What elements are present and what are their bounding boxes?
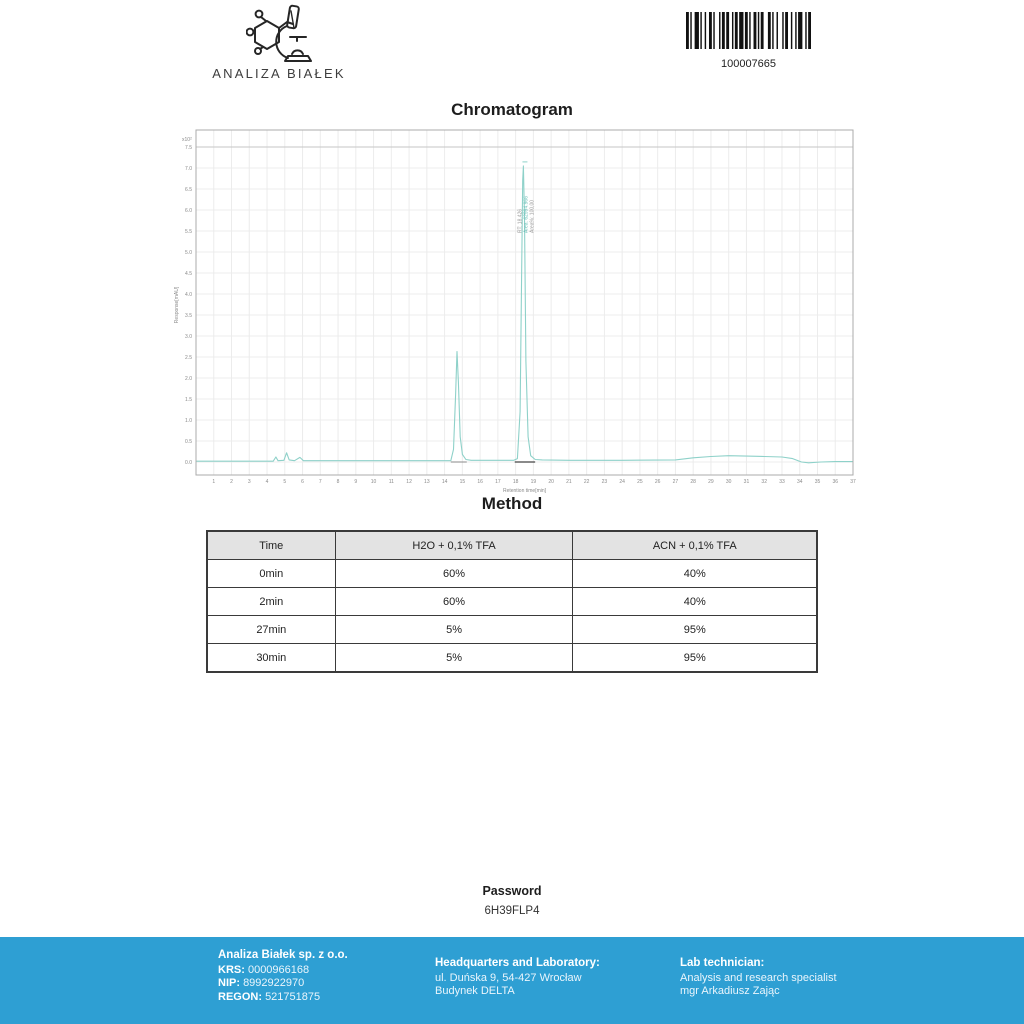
- svg-text:31: 31: [743, 479, 750, 485]
- method-cell: 2min: [207, 588, 335, 616]
- method-cell: 27min: [207, 616, 335, 644]
- svg-text:28: 28: [690, 479, 696, 485]
- svg-text:30: 30: [725, 479, 732, 485]
- method-cell: 95%: [573, 616, 817, 644]
- hq-address: ul. Duńska 9, 54-427 Wrocław: [435, 971, 582, 984]
- svg-text:Area%: 100,00: Area%: 100,00: [529, 199, 536, 233]
- svg-text:9: 9: [354, 479, 358, 485]
- svg-text:4.5: 4.5: [185, 270, 192, 277]
- svg-text:1: 1: [212, 479, 216, 485]
- footer-technician: [680, 957, 837, 999]
- svg-text:26: 26: [654, 479, 661, 485]
- svg-text:24: 24: [619, 479, 625, 485]
- svg-text:14: 14: [441, 479, 448, 485]
- svg-text:17: 17: [495, 479, 501, 485]
- barcode-image: [686, 12, 811, 49]
- svg-text:18: 18: [512, 479, 519, 485]
- svg-text:20: 20: [548, 479, 554, 485]
- svg-text:37: 37: [850, 479, 856, 485]
- molecule-microscope-icon: [246, 4, 312, 64]
- svg-text:2: 2: [230, 479, 233, 485]
- barcode: [686, 12, 811, 70]
- svg-text:Response[mAU]: Response[mAU]: [174, 286, 180, 324]
- svg-text:35: 35: [814, 479, 821, 485]
- company-nip: NIP: 8992922970: [218, 977, 305, 989]
- svg-text:8: 8: [336, 479, 340, 485]
- svg-text:5.5: 5.5: [185, 228, 192, 235]
- method-row: [207, 560, 817, 588]
- svg-text:32: 32: [761, 479, 767, 485]
- svg-text:3: 3: [247, 479, 251, 485]
- svg-text:7.0: 7.0: [185, 165, 192, 172]
- svg-text:7.5: 7.5: [185, 144, 192, 151]
- footer-company: [218, 949, 348, 1004]
- method-row: [207, 588, 817, 616]
- svg-text:4.0: 4.0: [185, 291, 192, 298]
- svg-text:RT: 18.426: RT: 18.426: [517, 208, 524, 233]
- chromatogram-title: Chromatogram: [451, 100, 573, 119]
- tech-role: Analysis and research specialist: [680, 971, 837, 984]
- method-cell: 30min: [207, 644, 335, 673]
- method-column-header: ACN + 0,1% TFA: [573, 531, 817, 560]
- svg-text:19: 19: [530, 479, 537, 485]
- method-header-row: [207, 531, 817, 560]
- hq-building: Budynek DELTA: [435, 985, 515, 997]
- svg-text:x102: $x10^2$: [181, 136, 192, 143]
- svg-text:Area: 62994.966: Area: 62994.966: [523, 196, 530, 233]
- tech-name: mgr Arkadiusz Zając: [680, 985, 780, 997]
- method-column-header: Time: [207, 531, 335, 560]
- svg-text:4: 4: [265, 479, 269, 485]
- method-cell: 40%: [573, 588, 817, 616]
- svg-text:21: 21: [566, 479, 572, 485]
- svg-text:36: 36: [832, 479, 839, 485]
- method-table-wrap: [206, 530, 818, 673]
- svg-text:25: 25: [637, 479, 643, 485]
- chromatogram-chart: [170, 125, 860, 495]
- svg-text:11: 11: [388, 479, 394, 485]
- svg-text:27: 27: [672, 479, 679, 485]
- svg-text:3.5: 3.5: [185, 312, 192, 319]
- method-cell: 5%: [335, 616, 573, 644]
- svg-text:0.0: 0.0: [185, 459, 192, 466]
- footer-hq: [435, 957, 600, 999]
- password-value: 6H39FLP4: [484, 905, 540, 917]
- barcode-number: 100007665: [720, 58, 777, 70]
- method-cell: 60%: [335, 560, 573, 588]
- svg-text:Retention time[min]: Retention time[min]: [502, 488, 547, 494]
- hq-title: Headquarters and Laboratory:: [435, 957, 600, 969]
- svg-text:7: 7: [318, 479, 322, 485]
- method-column-header: H2O + 0,1% TFA: [335, 531, 573, 560]
- svg-text:1.5: 1.5: [185, 396, 192, 403]
- method-cell: 95%: [573, 644, 817, 673]
- svg-text:6: 6: [301, 479, 304, 485]
- svg-text:13: 13: [424, 479, 430, 485]
- method-cell: 40%: [573, 560, 817, 588]
- svg-text:16: 16: [477, 479, 483, 485]
- password-label: Password: [482, 884, 542, 898]
- company-regon: REGON: 521751875: [218, 990, 321, 1003]
- svg-text:1.0: 1.0: [185, 417, 192, 424]
- method-table: [206, 530, 818, 673]
- company-name: Analiza Białek sp. z o.o.: [218, 949, 348, 961]
- svg-text:3.0: 3.0: [185, 333, 192, 340]
- method-cell: 5%: [335, 644, 573, 673]
- svg-text:34: 34: [796, 479, 803, 485]
- tech-title: Lab technician:: [680, 957, 765, 969]
- method-cell: 60%: [335, 588, 573, 616]
- svg-text:22: 22: [583, 479, 590, 485]
- method-row: [207, 616, 817, 644]
- svg-text:10: 10: [370, 479, 377, 485]
- svg-text:5.0: 5.0: [185, 249, 192, 256]
- svg-text:23: 23: [601, 479, 608, 485]
- svg-text:2.0: 2.0: [185, 375, 192, 382]
- svg-text:29: 29: [708, 479, 714, 485]
- svg-text:6.5: 6.5: [185, 186, 192, 193]
- footer: [0, 937, 1024, 1024]
- method-row: [207, 644, 817, 673]
- company-krs: KRS: 0000966168: [218, 963, 310, 976]
- method-cell: 0min: [207, 560, 335, 588]
- method-title: Method: [481, 494, 543, 513]
- logo: [196, 4, 362, 81]
- svg-text:33: 33: [779, 479, 785, 485]
- svg-text:15: 15: [459, 479, 466, 485]
- brand-name: ANALIZA BIAŁEK: [212, 66, 346, 81]
- svg-text:5: 5: [283, 479, 287, 485]
- svg-text:0.5: 0.5: [185, 438, 192, 445]
- svg-text:12: 12: [406, 479, 412, 485]
- svg-text:2.5: 2.5: [185, 354, 192, 361]
- svg-text:6.0: 6.0: [185, 207, 192, 214]
